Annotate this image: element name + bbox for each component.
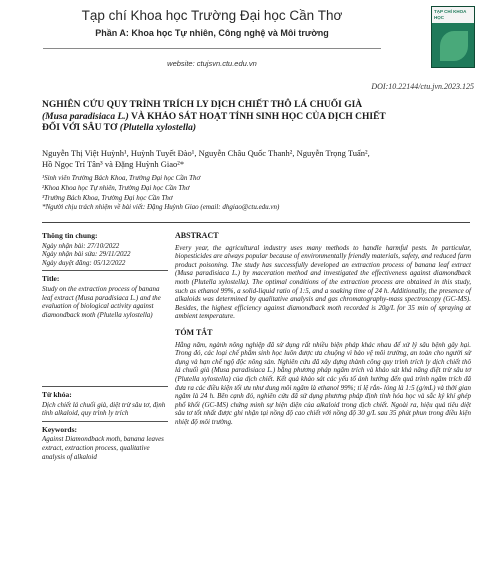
- cover-title: TẠP CHÍ KHOA HỌC: [434, 9, 467, 20]
- doi-label[interactable]: DOI:10.22144/ctu.jvn.2023.125: [371, 82, 474, 91]
- journal-cover-image: [431, 6, 475, 68]
- abstract-section: [175, 232, 471, 426]
- journal-title: Tạp chí Khoa học Trường Đại học Cần Thơ: [81, 8, 343, 23]
- journal-website[interactable]: website: ctujsvn.ctu.edu.vn: [167, 59, 257, 68]
- author-list: [42, 148, 470, 170]
- keywords-box: [42, 421, 168, 461]
- authors-line-2: Hồ Ngọc Trí Tân³ và Đặng Huỳnh Giao²*: [42, 159, 185, 169]
- keywords-heading: Keywords:: [42, 424, 77, 434]
- title-line-1: NGHIÊN CỨU QUY TRÌNH TRÍCH LY DỊCH CHIẾT THÔ LÁ CHUỐI GIÀ: [42, 100, 363, 110]
- title-en-text: Study on the extraction process of banana leaf extract (Musa paradisiaca L.) and the evaluation of biological activity against diamondback moth (Plutella xylostella): [42, 284, 161, 319]
- affiliation-1: ¹Sinh viên Trường Bách Khoa, Trường Đại học Cần Thơ: [42, 174, 201, 182]
- title-line-3-start: ĐỐI VỚI SÂU TƠ: [42, 123, 120, 133]
- authors-line-1: Nguyễn Thị Việt Huỳnh¹, Huỳnh Tuyết Đào¹, Nguyễn Châu Quốc Thanh², Nguyễn Trọng Tuấn²,: [42, 148, 370, 158]
- section-divider: [42, 222, 470, 223]
- affiliations: [42, 174, 470, 213]
- article-info-sidebar: [42, 232, 168, 461]
- tomtat-text: Hằng năm, ngành nông nghiệp đã sử dụng rất nhiều biện pháp khác nhau để xử lý sâu bệnh gây hại. Trong đó, các loại chế phẩm sinh học luôn được ưa chuộng vì bảo vệ môi trường, an toàn cho người sử dụng và hạn chế ngộ độc nông sản. Nghiên cứu đã xây dựng thành công quy trình trích ly dịch chiết thô lá chuối già (Musa paradisiaca L.) bằng phương pháp ngâm trích và khảo sát khả năng diệt trừ sâu tơ (Plutella xylostella) của dịch chiết. Kết quả khảo sát các yếu tố ảnh hưởng đến quá trình ngâm trích đã đưa ra các điều kiện tối ưu như dung môi ngâm là ethanol 99%; tỉ lệ rắn- lỏng là 1:5 (g/mL) và thời gian ngâm là 24 h. Bên cạnh đó, nghiên cứu đã sử dụng phương pháp định tính hóa học và sắc ký khí ghép phổ khối (GC-MS) chứng minh sự hiện diện của alkaloid trong dịch chiết. Ngoài ra, hiệu quả tiêu diệt sâu tơ tốt nhất được ghi nhận tại nồng độ cao chiết với nồng độ 30 g/L sau 35 phút phun trong điều kiện nhiệt độ môi trường.: [175, 340, 471, 426]
- article-title: [42, 100, 470, 135]
- header-rule: [43, 48, 381, 49]
- title-latin-species: (Plutella xylostella): [119, 123, 197, 133]
- title-line-3: [42, 123, 470, 135]
- keywords-text: Against Diamondback moth, banana leaves extract, extraction process, qualitative analysis of alkaloid: [42, 435, 164, 461]
- journal-header: [43, 0, 476, 74]
- affiliation-2: ²Khoa Khoa học Tự nhiên, Trường Đại học Cần Thơ: [42, 183, 190, 192]
- title-latin-name: (Musa paradisiaca L.): [42, 111, 129, 122]
- abstract-heading: ABSTRACT: [175, 231, 219, 240]
- tukhoa-heading: Từ khóa:: [42, 389, 72, 399]
- date-accepted: Ngày duyệt đăng: 05/12/2022: [42, 258, 126, 267]
- title-en-heading: Title:: [42, 274, 60, 284]
- info-dates: [42, 242, 168, 268]
- abstract-text: Every year, the agricultural industry uses many methods to handle harmful pests. In particular, biopesticides are always popular because of environmentally friendly materials, safety, and reduced farm product poisoning. The study has successfully developed an extraction process of banana leaf extract (Musa paradisiaca L.) by maceration method and investigated the effectiveness against diamondback moth (Plutella xylostella). The optimal conditions of the extraction process are obtained in this study, such as ethanol 99%, a solid-liquid ratio of 1:5, and a soaking time of 24 h. Additionally, the presence of alkaloids was determined by qualitative analysis and gas chromatography-mass spectroscopy (GC-MS). Besides, the highest efficiency against diamondback moth recorded is 20g/L for 35 min of spraying at ambient temperature.: [175, 243, 471, 321]
- title-en-box: [42, 270, 168, 383]
- date-revised: Ngày nhận bài sửa: 29/11/2022: [42, 250, 131, 259]
- journal-part: Phần A: Khoa học Tự nhiên, Công nghệ và Môi trường: [95, 28, 329, 38]
- title-line-2: [42, 112, 470, 124]
- corresponding-author: *Người chịu trách nhiệm về bài viết: Đặng Huỳnh Giao (email: dhgiao@ctu.edu.vn): [42, 203, 280, 212]
- leaf-icon: [440, 31, 468, 61]
- affiliation-3: ³Trường Bách Khoa, Trường Đại học Cần Thơ: [42, 193, 173, 202]
- info-heading: Thông tin chung:: [42, 231, 98, 240]
- tukhoa-box: [42, 386, 168, 418]
- tomtat-heading: TÓM TẮT: [175, 327, 213, 337]
- tukhoa-text: Dịch chiết lá chuối già, diệt trừ sâu tơ, định tính alkaloid, quy trình ly trích: [42, 400, 166, 418]
- title-line-2-rest: VÀ KHẢO SÁT HOẠT TÍNH SINH HỌC CỦA DỊCH CHIẾT: [128, 111, 386, 122]
- date-received: Ngày nhận bài: 27/10/2022: [42, 241, 120, 250]
